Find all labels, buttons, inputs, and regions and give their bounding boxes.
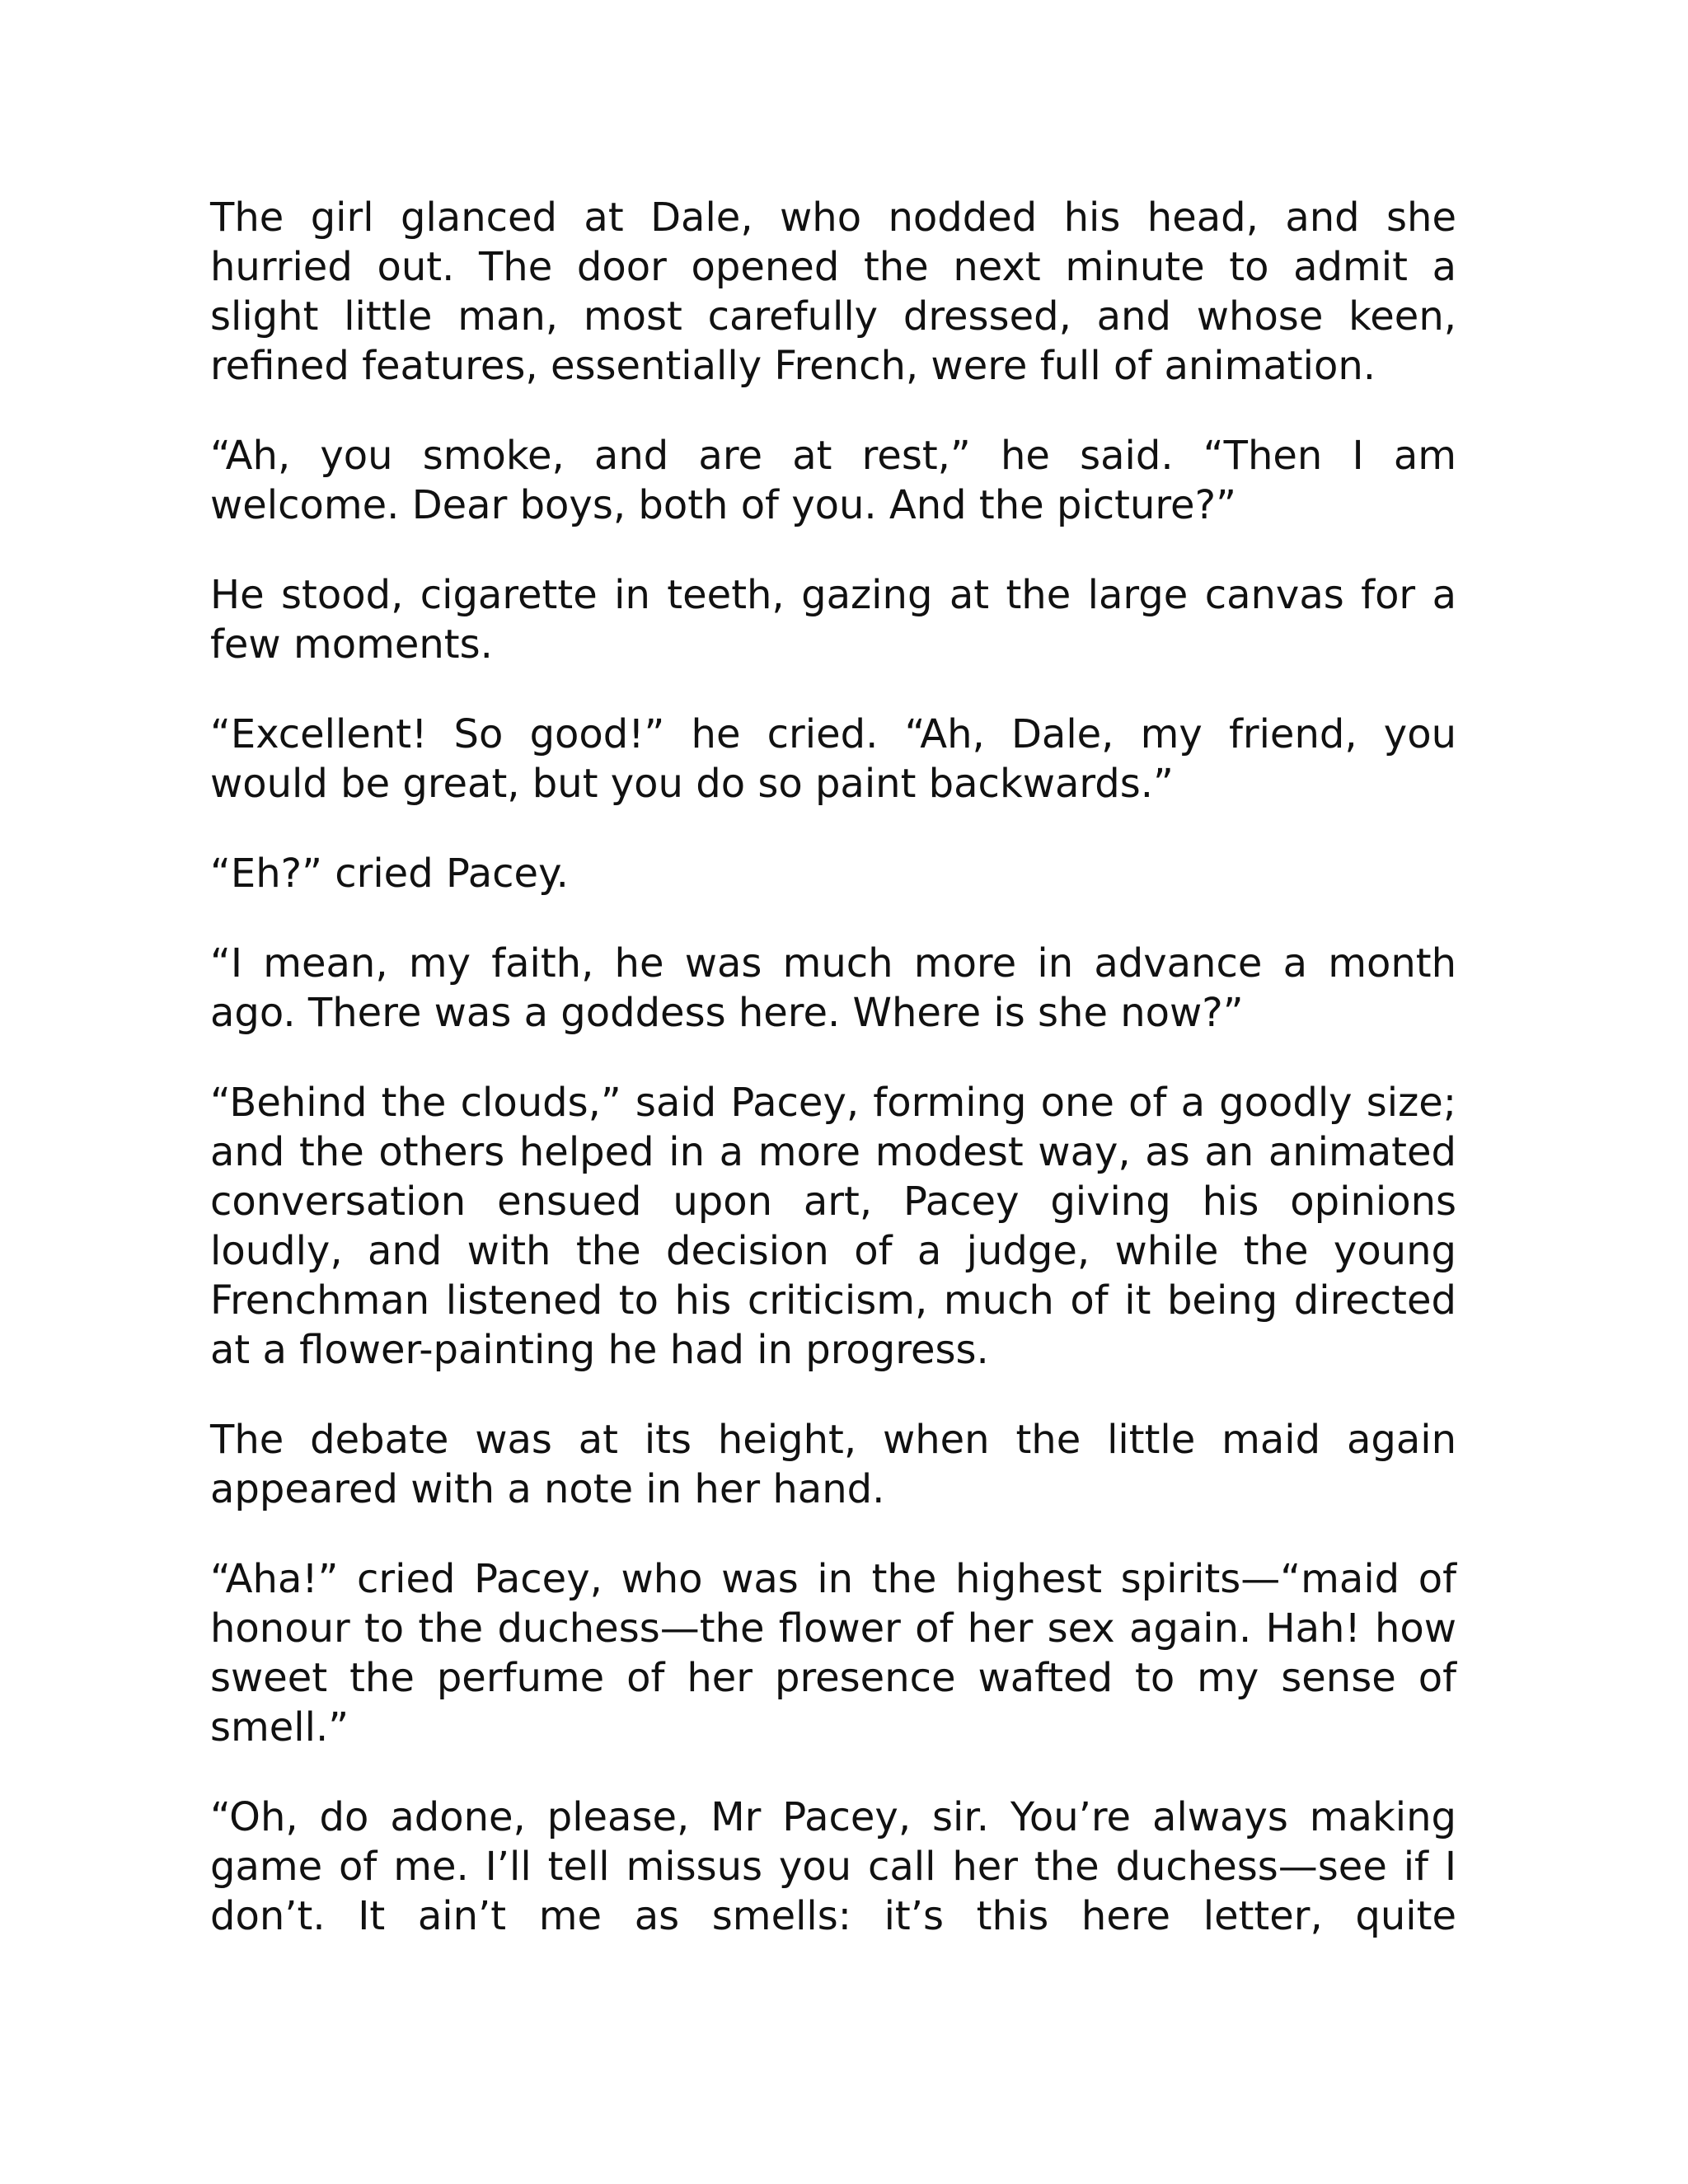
paragraph-3: He stood, cigarette in teeth, gazing at the large canvas for a few moments. <box>210 572 1456 668</box>
paragraph-2: “Ah, you smoke, and are at rest,” he said. “Then I am welcome. Dear boys, both of you. And the picture?” <box>210 433 1456 528</box>
paragraph-1: The girl glanced at Dale, who nodded his head, and she hurried out. The door opened the next minute to admit a slight little man, most carefully dressed, and whose keen, refined features, essentially French, were full of animation. <box>210 194 1456 389</box>
paragraph-6: “I mean, my faith, he was much more in advance a month ago. There was a goddess here. Where is she now?” <box>210 940 1456 1036</box>
paragraph-4: “Excellent! So good!” he cried. “Ah, Dale, my friend, you would be great, but you do so paint backwards.” <box>210 711 1456 807</box>
paragraph-8: The debate was at its height, when the little maid again appeared with a note in her hand. <box>210 1417 1456 1512</box>
paragraph-5: “Eh?” cried Pacey. <box>210 851 569 897</box>
document-page <box>210 193 1456 1941</box>
paragraph-9: “Aha!” cried Pacey, who was in the highest spirits—“maid of honour to the duchess—the flower of her sex again. Hah! how sweet the perfume of her presence wafted to my sense of smell.” <box>210 1556 1456 1750</box>
paragraph-10: “Oh, do adone, please, Mr Pacey, sir. You’re always making game of me. I’ll tell missus you call her the duchess—see if I don’t. It ain’t me as smells: it’s this here letter, quite <box>210 1794 1456 1939</box>
paragraph-7: “Behind the clouds,” said Pacey, forming one of a goodly size; and the others helped in a more modest way, as an animated conversation ensued upon art, Pacey giving his opinions loudly, and with the decision of a judge, while the young Frenchman listened to his criticism, much of it being directed at a flower-painting he had in progress. <box>210 1080 1456 1373</box>
